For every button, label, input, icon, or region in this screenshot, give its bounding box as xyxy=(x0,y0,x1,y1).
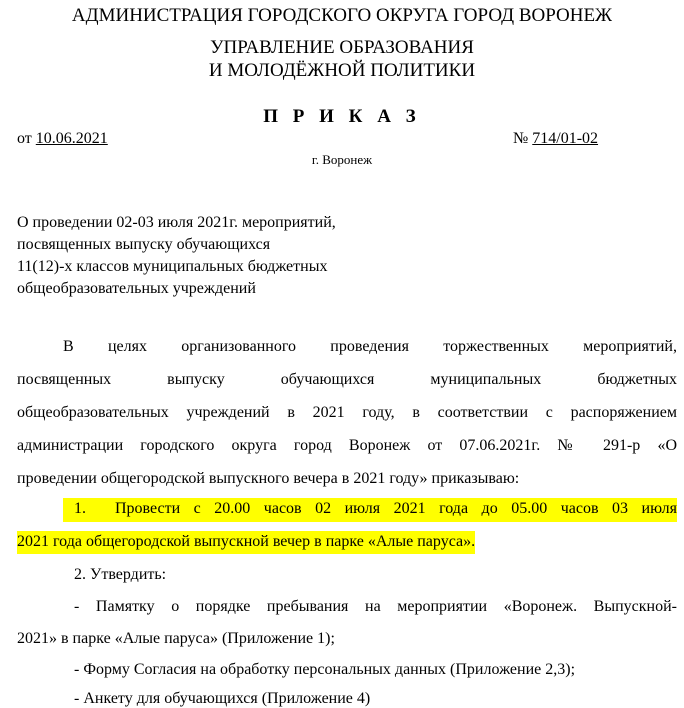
administration-title: АДМИНИСТРАЦИЯ ГОРОДСКОГО ОКРУГА ГОРОД ВОРОНЕЖ xyxy=(71,5,613,26)
order-date xyxy=(17,130,108,148)
subject-line: 11(12)-х классов муниципальных бюджетных xyxy=(17,258,328,275)
number-prefix: № xyxy=(513,130,533,147)
department-title-line2: И МОЛОДЁЖНОЙ ПОЛИТИКИ xyxy=(208,60,476,81)
item1-text-continuation: 2021 года общегородской выпускной вечер в парке «Алые паруса». xyxy=(17,531,475,554)
approve-item-line: 2021» в парке «Алые паруса» (Приложение 1); xyxy=(17,630,335,647)
preamble-line: посвященных выпуску обучающихся муниципальных бюджетных xyxy=(17,371,677,388)
subject-line: посвященных выпуску обучающихся xyxy=(17,236,271,253)
preamble-line: В целях организованного проведения торжественных мероприятий, xyxy=(63,338,677,355)
department-title-line1: УПРАВЛЕНИЕ ОБРАЗОВАНИЯ xyxy=(210,37,474,58)
item1-text: Провести с 20.00 часов 02 июля 2021 года до 05.00 часов 03 июля xyxy=(115,500,677,517)
order-subject xyxy=(17,212,336,300)
subject-line: О проведении 02-03 июля 2021г. мероприятий, xyxy=(17,214,336,231)
subject-line: общеобразовательных учреждений xyxy=(17,280,256,297)
item1-highlight xyxy=(63,498,677,522)
approve-item-line: - Форму Согласия на обработку персональных данных (Приложение 2,3); xyxy=(74,661,576,678)
item2-text: 2. Утвердить: xyxy=(74,566,167,583)
approve-item-line: - Памятку о порядке пребывания на мероприятии «Воронеж. Выпускной- xyxy=(74,598,677,615)
city-name: г. Воронеж xyxy=(311,152,373,167)
preamble-line: проведении общегородской выпускного вечера в 2021 году» приказываю: xyxy=(17,470,520,487)
preamble-line: администрации городского округа город Воронеж от 07.06.2021г. № 291-р «О xyxy=(17,437,677,454)
date-value: 10.06.2021 xyxy=(35,130,108,147)
preamble-line: общеобразовательных учреждений в 2021 году, в соответствии с распоряжением xyxy=(17,404,677,421)
document-type: П Р И К А З xyxy=(263,106,421,127)
item1-continuation xyxy=(17,531,475,555)
date-prefix: от xyxy=(17,130,36,147)
item1-number: 1. xyxy=(74,500,86,517)
number-value: 714/01-02 xyxy=(532,130,599,147)
order-number xyxy=(513,130,598,148)
approve-item-line-partial: - Анкету для обучающихся (Приложение 4) xyxy=(74,690,371,707)
